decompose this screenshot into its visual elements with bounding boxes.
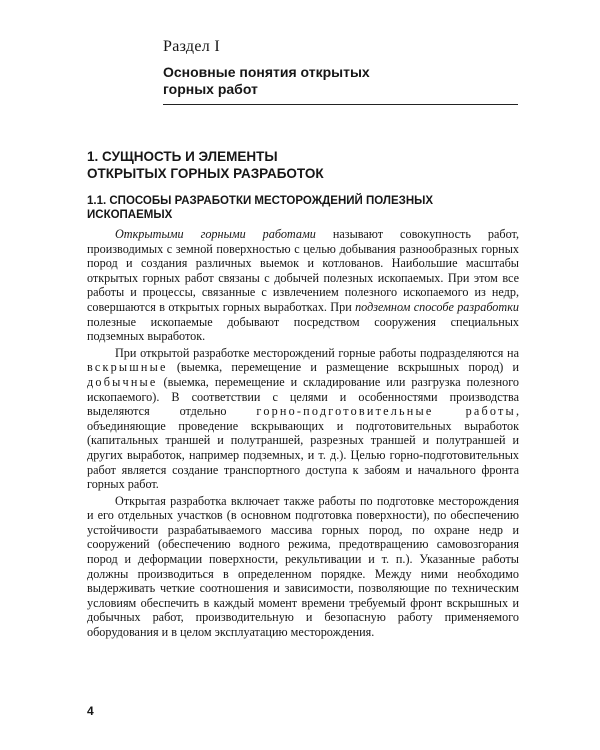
spaced-term: добычные (87, 374, 158, 389)
paragraph-text: называют совокупность работ, производимых с земной поверхностью с целью добывания разнообразных горных пород и создания различных выемок и котлованов. Наибольшие масштабы открытых горных работ связаны с добычей полезных ископаемых. При этом все работы и процессы, связанные с извлечением полезного ископаемого из недр, совершаются в открытых горных выработках. При (87, 227, 519, 314)
paragraph-3: Открытая разработка включает также работы по подготовке месторождения и его отдельных участков (в основном подготовка поверхности), по обеспечению устойчивости разрабатываемого массива горных пород, по охране недр и сооружений (обеспечению водного режима, предотвращению самовозгорания пород и деформации поверхности, рекультивации и т. п.). Указанные работы должны производиться в определенном порядке. Между ними необходимо выдерживать четкие соотношения и зависимости, позволяющие по техническим условиям обеспечить в каждый момент времени требуемый фронт вскрышных и добычных работ, производительную и безопасную работу применяемого оборудования и в целом эксплуатацию месторождения. (87, 493, 519, 640)
paragraph-text: (выемка, перемещение и складирование или разгрузка полезного ископаемого). В соответствии с целями и особенностями производства выделяются отдельно (87, 374, 519, 419)
chapter-heading (87, 148, 517, 182)
section-divider (163, 104, 518, 105)
spaced-term: вскрышные (87, 360, 168, 375)
paragraph-1 (87, 227, 519, 344)
chapter-heading-line-2: ОТКРЫТЫХ ГОРНЫХ РАЗРАБОТОК (87, 166, 324, 181)
paragraph-text: При открытой разработке месторождений горные работы подразделяются на (115, 345, 519, 360)
page-number: 4 (87, 704, 94, 718)
section-title-line-1: Основные понятия открытых (163, 64, 370, 80)
section-title (163, 64, 463, 98)
section-title-line-2: горных работ (163, 81, 258, 97)
paragraph-text: полезные ископаемые добывают посредством сооружения специальных подземных выработок. (87, 314, 519, 344)
chapter-heading-line-1: 1. СУЩНОСТЬ И ЭЛЕМЕНТЫ (87, 149, 278, 164)
paragraph-2 (87, 346, 519, 492)
italic-term: Открытыми горными работами (115, 227, 316, 241)
subsection-heading-line-1: 1.1. СПОСОБЫ РАЗРАБОТКИ МЕСТОРОЖДЕНИЙ ПОЛЕЗНЫХ (87, 195, 434, 207)
section-label: Раздел I (163, 38, 220, 55)
paragraph-text: (выемка, перемещение и размещение вскрышных пород) и (167, 360, 519, 375)
subsection-heading-line-2: ИСКОПАЕМЫХ (87, 209, 173, 221)
spaced-term: горно-подготовительные работы (256, 404, 516, 419)
body-text (87, 227, 519, 640)
paragraph-text: , объединяющие проведение вскрывающих и подготовительных выработок (капитальных траншей и полутраншей, разрезных траншей и полутраншей и других выработок, например подземных, и т. д.). Целью горно-подготовительных работ является создание транспортного доступа к забоям и начального фронта горных работ. (87, 404, 519, 492)
italic-term: подземном способе разработки (355, 299, 519, 314)
subsection-heading (87, 194, 517, 222)
